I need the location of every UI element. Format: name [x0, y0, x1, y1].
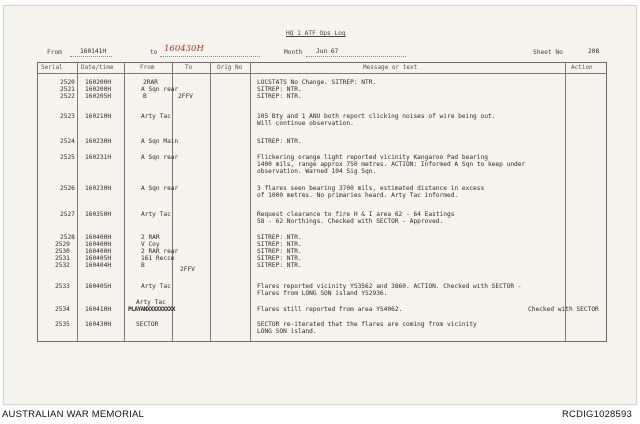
table-row-text: SITREP: NTR.	[257, 234, 302, 241]
table-row-serial: 2531	[55, 255, 70, 262]
table-row-text: 58 - 62 Northings. Checked with SECTOR - Approved.	[257, 218, 444, 225]
table-row-serial: 2522	[60, 93, 75, 100]
table-row-text: Will continue observation.	[257, 120, 354, 127]
table-row-from: 161 Recce	[141, 255, 175, 262]
to-value-handwritten: 160430H	[164, 44, 204, 54]
table-row-from: A Sqn rear	[141, 86, 179, 93]
table-row-time: 160410H	[85, 306, 112, 313]
table-row-time: 160350H	[85, 211, 112, 218]
table-row-text: SITREP: NTR.	[257, 248, 302, 255]
table-row-text: LONG SON island.	[257, 328, 317, 335]
table-row-time: 160231H	[85, 154, 112, 161]
col-header-datetime: Date/time	[81, 64, 114, 71]
table-row-serial: 2532	[55, 262, 70, 269]
col-header-to: To	[185, 64, 193, 71]
table-row-text: SITREP: NTR.	[257, 138, 302, 145]
table-row-to: 2FFV	[180, 266, 195, 273]
table-row-from: B	[141, 262, 145, 269]
col-header-action: Action	[571, 64, 593, 71]
table-row-serial: 2525	[60, 154, 75, 161]
table-row-serial: 2533	[55, 283, 70, 290]
col-header-orig-no: Orig No	[217, 64, 243, 71]
sheet-value: 208	[588, 48, 600, 55]
table-row-time: 160400H	[85, 248, 112, 255]
table-row-to: 2FFV	[178, 93, 193, 100]
table-row-text: 3 flares seen bearing 3700 mils, estimated distance in excess	[257, 185, 485, 192]
table-row-time: 160405H	[85, 283, 112, 290]
table-row-serial: 2524	[60, 138, 75, 145]
table-row-action: Checked with SECTOR	[528, 306, 599, 313]
from-label: From	[47, 49, 62, 56]
table-row-time: 160200H	[85, 79, 112, 86]
table-row-serial: 2526	[60, 185, 75, 192]
table-row-time: 160205H	[85, 93, 112, 100]
table-row-text: Flares still reported from area YS4062.	[257, 306, 403, 313]
table-row-text: SITREP: NTR.	[257, 255, 302, 262]
table-row-serial: 2521	[60, 86, 75, 93]
table-row-from: B	[143, 93, 147, 100]
page-title: HQ 1 ATF Ops Log	[286, 30, 346, 37]
col-header-serial: Serial	[41, 64, 63, 71]
table-row-from: Arty Tac	[141, 211, 171, 218]
table-row-time: 160405H	[85, 255, 112, 262]
table-row-text: LOCSTATS No Change. SITREP: NTR.	[257, 79, 377, 86]
table-row-serial: 2528	[60, 234, 75, 241]
table-row-from: 2RAR	[143, 79, 158, 86]
table-row-serial: 2529	[55, 241, 70, 248]
table-row-time: 160210H	[85, 113, 112, 120]
table-row-text: SITREP: NTR.	[257, 93, 302, 100]
table-row-serial: 2530	[55, 248, 70, 255]
col-header-from: From	[140, 64, 155, 71]
month-value: Jun 67	[316, 48, 339, 55]
from-value: 160141H	[80, 48, 107, 55]
table-row-from: A Sqn Main	[141, 138, 179, 145]
table-row-text: SECTOR re-iterated that the flares are coming from vicinity	[257, 321, 477, 328]
table-row-time: 160404H	[85, 262, 112, 269]
footer-record-id: RCDIG1028593	[562, 409, 632, 420]
table-row-from: V Coy	[141, 241, 160, 248]
month-label: Month	[284, 49, 303, 56]
table-row-serial: 2520	[60, 79, 75, 86]
table-row-text: observation. Warned 104 Sig Sqn.	[257, 168, 377, 175]
footer-institution: AUSTRALIAN WAR MEMORIAL	[2, 409, 145, 420]
table-row-serial: 2527	[60, 211, 75, 218]
to-label: to	[150, 49, 158, 56]
table-row-from: A Sqn rear	[141, 185, 179, 192]
col-header-message: Message or text	[363, 64, 418, 71]
sheet-label: Sheet No	[533, 49, 563, 56]
table-row-time: 160230H	[85, 185, 112, 192]
table-row-from: Arty Tac	[141, 283, 171, 290]
table-row-text: 105 Bty and 1 ANU both report clicking noises of wire being out.	[257, 113, 496, 120]
table-row-text: of 1000 metres. No primaries heard. Arty Tac informed.	[257, 192, 459, 199]
table-row-from: SECTOR	[136, 321, 159, 328]
table-row-time: 160400H	[85, 241, 112, 248]
table-row-text: SITREP: NTR.	[257, 241, 302, 248]
table-row-from: 2 RAR rear	[141, 248, 179, 255]
table-row-time: 160200H	[85, 86, 112, 93]
table-row-text: Request clearance to fire H & I area 62 - 64 Eastings	[257, 211, 455, 218]
table-row-from-struck: PLAYANXXXXXXXXX	[128, 306, 175, 313]
log-table	[37, 62, 607, 342]
table-row-from: A Sqn rear	[141, 154, 179, 161]
table-row-from: 2 RAR	[141, 234, 160, 241]
table-row-serial: 2535	[55, 321, 70, 328]
table-row-time: 160400H	[85, 234, 112, 241]
table-row-from: Arty Tac	[136, 299, 166, 306]
table-row-serial: 2534	[55, 306, 70, 313]
table-row-serial: 2523	[60, 113, 75, 120]
table-row-time: 160430H	[85, 321, 112, 328]
table-row-text: SITREP: NTR.	[257, 86, 302, 93]
table-row-time: 160230H	[85, 138, 112, 145]
table-row-from: Arty Tac	[141, 113, 171, 120]
table-row-text: 1400 mils, range approx 750 metres. ACTION: Informed A Sqn to keep under	[257, 161, 526, 168]
table-row-text: Flares reported vicinity YS3562 and 3860. ACTION. Checked with SECTOR -	[257, 283, 522, 290]
table-row-text: Flickering orange light reported vicinity Kangaroo Pad bearing	[257, 154, 488, 161]
table-row-text: Flares from LONG SON island YS2936.	[257, 290, 388, 297]
table-row-text: SITREP: NTR.	[257, 262, 302, 269]
